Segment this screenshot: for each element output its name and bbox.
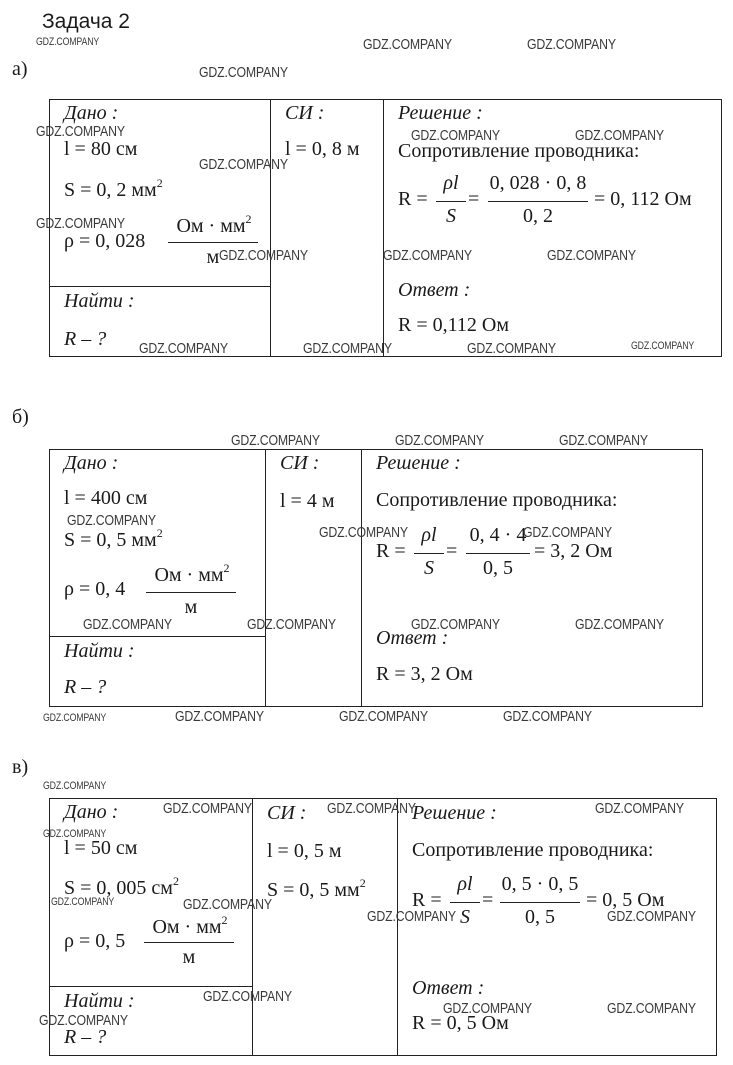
watermark: GDZ.COMPANY xyxy=(83,616,172,633)
watermark: GDZ.COMPANY xyxy=(363,36,452,53)
unit-numerator: Ом · $мм^2$ xyxy=(154,561,230,586)
answer-heading: Ответ : xyxy=(412,977,485,999)
formula-num2: 0, 4 · 4 xyxy=(469,524,527,546)
watermark: GDZ.COMPANY xyxy=(595,800,684,817)
part-label-b: б) xyxy=(12,406,29,428)
given-area: S = 0, 5 $мм^2$ xyxy=(64,526,163,551)
answer-heading: Ответ : xyxy=(376,627,449,649)
watermark: GDZ.COMPANY xyxy=(575,616,664,633)
watermark: GDZ.COMPANY xyxy=(163,800,252,817)
fraction-line xyxy=(436,201,466,202)
watermark: GDZ.COMPANY xyxy=(36,123,125,140)
formula-den2: 0, 2 xyxy=(523,205,553,227)
watermark: GDZ.COMPANY xyxy=(327,800,416,817)
watermark: GDZ.COMPANY xyxy=(411,616,500,633)
watermark: GDZ.COMPANY xyxy=(547,247,636,264)
given-heading: Дано : xyxy=(64,452,119,474)
given-heading: Дано : xyxy=(64,102,119,124)
fraction-line xyxy=(450,902,480,903)
formula-den2: 0, 5 xyxy=(525,906,555,928)
watermark: GDZ.COMPANY xyxy=(559,432,648,449)
column-divider xyxy=(265,449,266,707)
si-length: l = 4 м xyxy=(280,490,335,512)
watermark: GDZ.COMPANY xyxy=(443,1000,532,1017)
find-value: R – ? xyxy=(64,676,107,698)
watermark: GDZ.COMPANY xyxy=(199,156,288,173)
watermark: GDZ.COMPANY xyxy=(411,127,500,144)
given-resistivity: ρ = 0, 4 xyxy=(64,578,126,600)
watermark: GDZ.COMPANY xyxy=(219,247,308,264)
watermark: GDZ.COMPANY xyxy=(43,780,107,792)
task-title: Задача 2 xyxy=(42,10,130,33)
solution-text: Сопротивление проводника: xyxy=(376,489,618,511)
si-heading: СИ : xyxy=(267,802,307,824)
formula-den: S xyxy=(424,557,434,579)
formula-result: = 3, 2 Ом xyxy=(534,540,613,562)
watermark: GDZ.COMPANY xyxy=(139,340,228,357)
formula-eq: = xyxy=(446,540,458,562)
solution-heading: Решение : xyxy=(376,452,461,474)
column-divider xyxy=(252,798,253,1056)
watermark: GDZ.COMPANY xyxy=(607,1000,696,1017)
watermark: GDZ.COMPANY xyxy=(39,1012,128,1029)
watermark: GDZ.COMPANY xyxy=(43,712,107,724)
formula-den: S xyxy=(446,205,456,227)
solution-heading: Решение : xyxy=(398,102,483,124)
fraction-line xyxy=(500,902,580,903)
solution-text: Сопротивление проводника: xyxy=(412,839,654,861)
watermark: GDZ.COMPANY xyxy=(467,340,556,357)
formula-eq: = xyxy=(482,889,494,911)
find-heading: Найти : xyxy=(64,990,135,1012)
given-heading: Дано : xyxy=(64,801,119,823)
watermark: GDZ.COMPANY xyxy=(607,908,696,925)
watermark: GDZ.COMPANY xyxy=(339,708,428,725)
unit-numerator: Ом · $мм^2$ xyxy=(176,212,252,237)
watermark: GDZ.COMPANY xyxy=(395,432,484,449)
find-heading: Найти : xyxy=(64,640,135,662)
watermark: GDZ.COMPANY xyxy=(319,524,408,541)
watermark: GDZ.COMPANY xyxy=(36,215,125,232)
given-resistivity: ρ = 0, 028 xyxy=(64,230,146,252)
watermark: GDZ.COMPANY xyxy=(36,36,100,48)
watermark: GDZ.COMPANY xyxy=(43,828,107,840)
row-divider xyxy=(49,636,265,637)
part-label-a: а) xyxy=(12,58,28,80)
formula-eq: = xyxy=(468,188,480,210)
watermark: GDZ.COMPANY xyxy=(503,708,592,725)
given-length: l = 50 см xyxy=(64,837,138,859)
unit-numerator: Ом · $мм^2$ xyxy=(152,913,228,938)
si-length: l = 0, 8 м xyxy=(285,138,360,160)
watermark: GDZ.COMPANY xyxy=(247,616,336,633)
fraction-line xyxy=(168,242,258,243)
watermark: GDZ.COMPANY xyxy=(175,708,264,725)
part-label-c: в) xyxy=(12,756,29,778)
watermark: GDZ.COMPANY xyxy=(303,340,392,357)
watermark: GDZ.COMPANY xyxy=(631,340,695,352)
si-length: l = 0, 5 м xyxy=(267,840,342,862)
fraction-line xyxy=(466,553,530,554)
watermark: GDZ.COMPANY xyxy=(199,64,288,81)
fraction-line xyxy=(488,201,588,202)
column-divider xyxy=(383,99,384,357)
watermark: GDZ.COMPANY xyxy=(231,432,320,449)
watermark: GDZ.COMPANY xyxy=(527,36,616,53)
formula-lhs: R = xyxy=(412,889,442,911)
formula-result: = 0, 5 Ом xyxy=(586,889,665,911)
solution-text: Сопротивление проводника: xyxy=(398,140,640,162)
watermark: GDZ.COMPANY xyxy=(383,247,472,264)
given-resistivity: ρ = 0, 5 xyxy=(64,930,126,952)
fraction-line xyxy=(144,942,234,943)
find-heading: Найти : xyxy=(64,290,135,312)
given-area: S = 0, 005 $см^2$ xyxy=(64,874,179,899)
given-area: S = 0, 2 $мм^2$ xyxy=(64,176,163,201)
formula-lhs: R = xyxy=(398,188,428,210)
formula-num: ρl xyxy=(443,172,459,194)
unit-denominator: м xyxy=(182,946,196,968)
si-area: S = 0, 5 $мм^2$ xyxy=(267,876,366,901)
answer-value: R = 3, 2 Ом xyxy=(376,663,473,685)
answer-heading: Ответ : xyxy=(398,279,471,301)
row-divider xyxy=(49,286,270,287)
row-divider xyxy=(49,986,252,987)
answer-value: R = 0, 5 Ом xyxy=(412,1012,509,1034)
unit-denominator: м xyxy=(206,246,220,268)
formula-num2: 0, 028 · 0, 8 xyxy=(489,172,587,194)
formula-result: = 0, 112 Ом xyxy=(594,188,692,210)
fraction-line xyxy=(146,592,236,593)
column-divider xyxy=(270,99,271,357)
column-divider xyxy=(361,449,362,707)
column-divider xyxy=(397,798,398,1056)
find-value: R – ? xyxy=(64,328,107,350)
watermark: GDZ.COMPANY xyxy=(575,127,664,144)
given-length: l = 80 см xyxy=(64,138,138,160)
formula-den2: 0, 5 xyxy=(483,557,513,579)
find-value: R – ? xyxy=(64,1026,107,1048)
unit-denominator: м xyxy=(184,596,198,618)
given-length: l = 400 см xyxy=(64,487,148,509)
si-heading: СИ : xyxy=(280,452,320,474)
watermark: GDZ.COMPANY xyxy=(67,512,156,529)
watermark: GDZ.COMPANY xyxy=(183,896,272,913)
solution-heading: Решение : xyxy=(412,802,497,824)
watermark: GDZ.COMPANY xyxy=(523,524,612,541)
formula-num: ρl xyxy=(421,524,437,546)
fraction-line xyxy=(414,553,444,554)
watermark: GDZ.COMPANY xyxy=(367,908,456,925)
watermark: GDZ.COMPANY xyxy=(203,988,292,1005)
watermark: GDZ.COMPANY xyxy=(51,896,115,908)
formula-num2: 0, 5 · 0, 5 xyxy=(501,873,579,895)
formula-lhs: R = xyxy=(376,540,406,562)
si-heading: СИ : xyxy=(285,102,325,124)
answer-value: R = 0,112 Ом xyxy=(398,314,509,336)
formula-den: S xyxy=(460,906,470,928)
formula-num: ρl xyxy=(457,873,473,895)
